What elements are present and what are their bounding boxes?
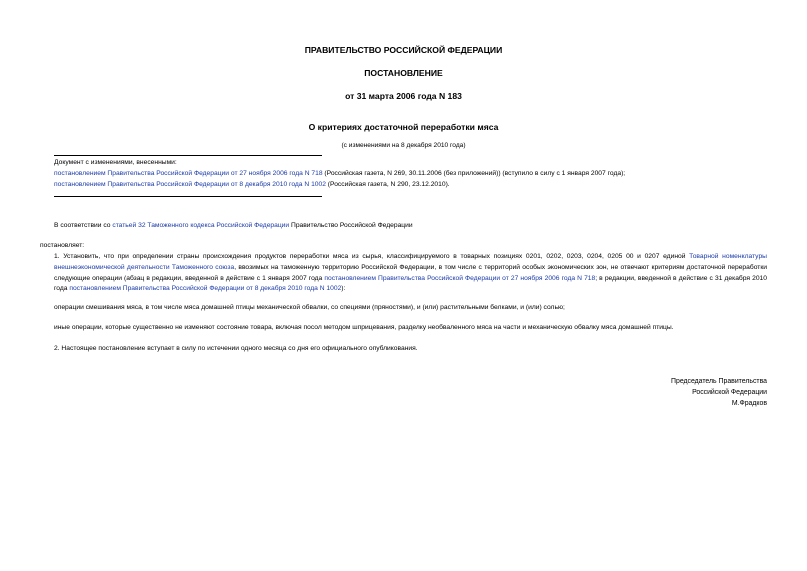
preamble-text: В соответствии со [54, 222, 113, 229]
amendment-link-1002[interactable]: постановлением Правительства Российской Федерации от 8 декабря 2010 года N 1002 [54, 181, 326, 188]
amendments-intro: Документ с изменениями, внесенными: [54, 159, 177, 166]
paragraph-2: 2. Настоящее постановление вступает в силу по истечении одного месяца со дня его официального опубликования. [54, 345, 418, 352]
paragraph-text: ): [341, 285, 346, 293]
document-title: О критериях достаточной переработки мяса [308, 122, 499, 132]
amendment-details: (Российская газета, N 269, 30.11.2006 (без приложений)) (вступило в силу с 1 января 2007 года); [322, 170, 626, 177]
paragraph-1 [54, 252, 767, 295]
resolution-1002-link[interactable]: постановлением Правительства Российской Федерации от 8 декабря 2010 года N 1002 [69, 285, 342, 293]
amendment-item [54, 169, 625, 180]
resolution-718-link[interactable]: постановлением Правительства Российской Федерации от 27 ноября 2006 года N 718 [324, 274, 596, 282]
signature-name: М.Фрадков [731, 400, 767, 407]
government-heading: ПРАВИТЕЛЬСТВО РОССИЙСКОЙ ФЕДЕРАЦИИ [304, 45, 503, 55]
doc-type-heading: ПОСТАНОВЛЕНИЕ [364, 68, 443, 78]
signature-title: Председатель Правительства [671, 378, 767, 385]
operation-item-2: иные операции, которые существенно не изменяют состояние товара, включая посол методом шприцевания, разделку необваленного мяса на части и механическую обвалку мяса домашней птицы. [54, 324, 674, 331]
paragraph-text: , ввозимых на таможенную территорию Российской Федерации, в том числе с территорий особых экономических зон, не отвечают критериям достаточной переработки следующие операции (абзац в редакции, введенной в действие с 1 января 2007 года [54, 263, 767, 282]
amendment-link-718[interactable]: постановлением Правительства Российской Федерации от 27 ноября 2006 года N 718 [54, 170, 323, 177]
divider-top [54, 155, 322, 156]
tn-ved-link[interactable]: Товарной номенклатуры внешнеэкономической деятельности Таможенного союза [54, 253, 767, 271]
amendment-item [54, 180, 450, 191]
signature-org: Российской Федерации [692, 389, 767, 396]
preamble [54, 221, 413, 232]
customs-code-link[interactable]: статьей 32 Таможенного кодекса Российской Федерации [112, 222, 290, 229]
amendment-details: (Российская газета, N 290, 23.12.2010). [325, 181, 450, 188]
signature-block [671, 376, 767, 409]
divider-bottom [54, 196, 322, 197]
paragraph-text: 1. Установить, что при определении страны происхождения продуктов переработки мяса из сырья, классифицируемого в товарных позициях 0201, 0202, 0203, 0204, 0205 00 и 0207 единой [54, 253, 690, 260]
paragraph-text: ; в редакции, введенной в действие с 31 декабря 2010 года [54, 274, 767, 293]
decides-text: постановляет: [40, 242, 85, 249]
amended-note: (с изменениями на 8 декабря 2010 года) [341, 142, 466, 149]
operation-item-1: операции смешивания мяса, в том числе мяса домашней птицы механической обвалки, со специями (пряностями), и (или) растительными белками, и (или) солью; [54, 304, 565, 311]
date-number-heading: от 31 марта 2006 года N 183 [345, 91, 462, 101]
preamble-text: Правительство Российской Федерации [289, 222, 413, 229]
